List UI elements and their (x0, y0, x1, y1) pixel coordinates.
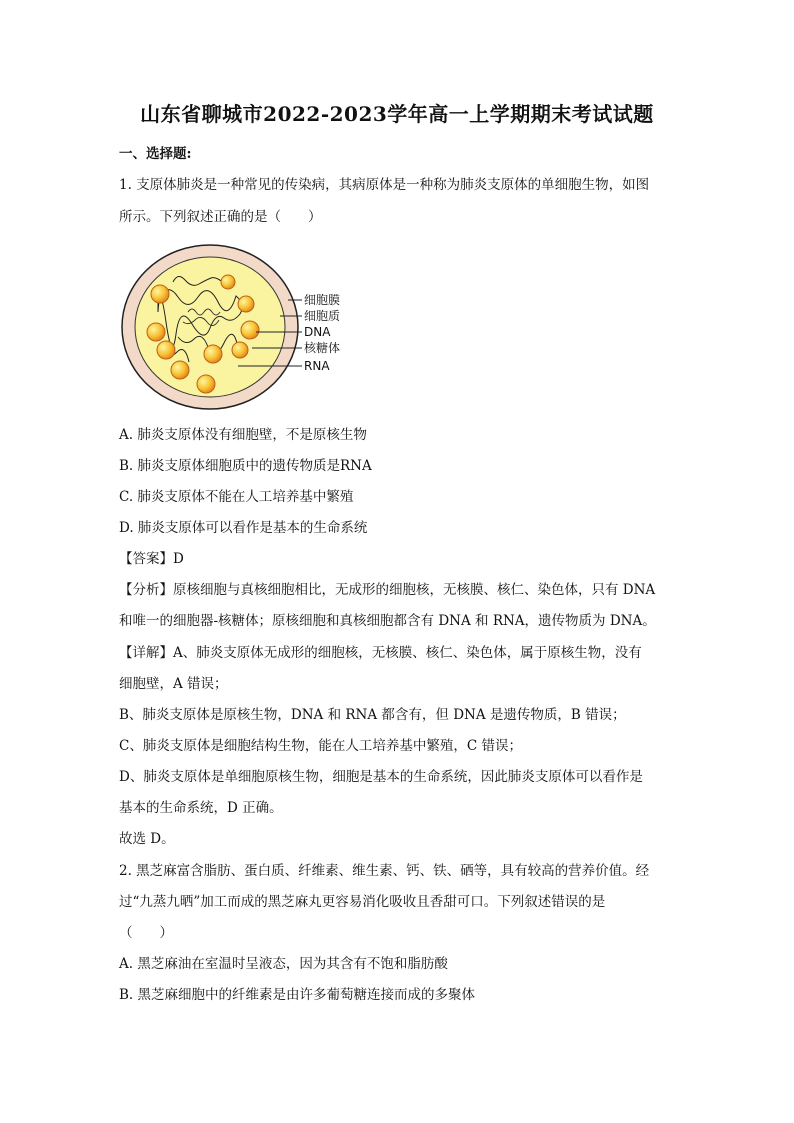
q1-detail-line-5: D、肺炎支原体是单细胞原核生物，细胞是基本的生命系统，因此肺炎支原体可以看作是 (119, 769, 643, 785)
q1-option-c: C. 肺炎支原体不能在人工培养基中繁殖 (119, 489, 354, 505)
q1-stem-line-1: 1. 支原体肺炎是一种常见的传染病，其病原体是一种称为肺炎支原体的单细胞生物，如图 (119, 177, 650, 193)
q1-answer: 【答案】D (119, 551, 184, 567)
q2-option-b: B. 黑芝麻细胞中的纤维素是由许多葡萄糖连接而成的多聚体 (119, 987, 476, 1003)
q1-detail-line-1: 【详解】A、肺炎支原体无成形的细胞核，无核膜、核仁、染色体，属于原核生物，没有 (119, 645, 642, 661)
label-cytoplasm: 细胞质 (304, 309, 341, 323)
q2-stem-line-2: 过“九蒸九晒”加工而成的黑芝麻丸更容易消化吸收且香甜可口。下列叙述错误的是 (119, 894, 606, 910)
document-title: 山东省聊城市2022-2023学年高一上学期期末考试试题 (140, 102, 654, 126)
q1-option-d: D. 肺炎支原体可以看作是基本的生命系统 (119, 520, 368, 536)
q2-stem-line-1: 2. 黑芝麻富含脂肪、蛋白质、纤维素、维生素、钙、铁、硒等，具有较高的营养价值。经 (119, 863, 650, 879)
label-rna: RNA (304, 359, 330, 373)
label-dna: DNA (304, 325, 331, 339)
label-cell-membrane: 细胞膜 (304, 293, 341, 307)
q2-option-a: A. 黑芝麻油在室温时呈液态，因为其含有不饱和脂肪酸 (119, 956, 448, 972)
q2-stem-line-3: （ ） (119, 925, 173, 941)
q1-analysis-line-2: 和唯一的细胞器-核糖体；原核细胞和真核细胞都含有 DNA 和 RNA，遗传物质为 DNA。 (119, 613, 656, 629)
q1-conclusion: 故选 D。 (119, 831, 175, 847)
q1-detail-line-2: 细胞壁，A 错误； (119, 676, 228, 692)
q1-detail-line-3: B、肺炎支原体是原核生物，DNA 和 RNA 都含有，但 DNA 是遗传物质，B 错误； (119, 707, 626, 723)
mycoplasma-cell-figure (118, 242, 358, 412)
q1-detail-line-6: 基本的生命系统，D 正确。 (119, 800, 283, 816)
q1-detail-line-4: C、肺炎支原体是细胞结构生物，能在人工培养基中繁殖，C 错误； (119, 738, 522, 754)
q1-option-b: B. 肺炎支原体细胞质中的遗传物质是RNA (119, 458, 372, 474)
q1-analysis-line-1: 【分析】原核细胞与真核细胞相比，无成形的细胞核，无核膜、核仁、染色体，只有 DNA (119, 582, 656, 598)
section-heading: 一、选择题: (119, 146, 192, 162)
q1-stem-line-2: 所示。下列叙述正确的是（ ） (119, 209, 322, 225)
q1-option-a: A. 肺炎支原体没有细胞壁，不是原核生物 (119, 427, 367, 443)
label-ribosome: 核糖体 (304, 341, 341, 355)
